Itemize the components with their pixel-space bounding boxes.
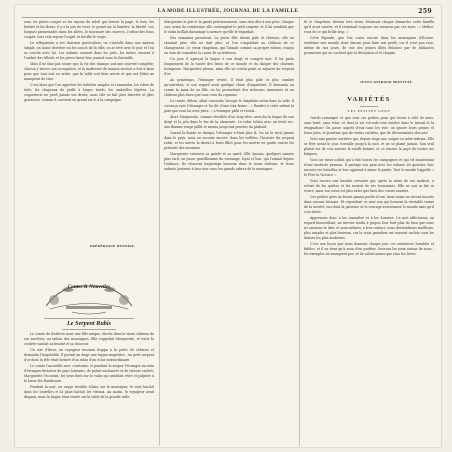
paragraph: Cette légende, que l'on conte encore dans les montagnes d'Écosse, renferme une morale dont chacun peut faire son profit; car il n'est pas rare, même de nos jours, de voir des jeunes filles éblouies par de brillantes promesses qui ne cachent que la déception et le chagrin. (304, 36, 434, 55)
column-divider-1 (159, 18, 160, 446)
paragraph: Et le chapelain, devenu très vieux, bénissait chaque dimanche cette famille qu'il avait sauvée, et il terminait toujours ses sermons par ces mots : « Méfiez-vous de ce qui brille trop. » (304, 20, 434, 34)
ornament-illustration (42, 276, 136, 316)
paragraph: Marguerite retrouva sa gaieté et sa santé. Elle épousa, quelques années plus tard, un jeune gentilhomme du voisinage, loyal et bon, qui l'aimait depuis l'enfance. Ils vécurent longtemps heureux dans le vieux château, et leurs enfants jouèrent à leur tour sous les grands arbres de la montagne. (164, 152, 294, 171)
paragraph: Voici un vieux soldat qui a fait toutes les campagnes et qui vit maintenant d'une modeste pension. Il partage son pain avec les enfants du quartier, leur raconte ses batailles et leur apprend à aimer la patrie. Tout le monde l'appelle « le Père la Victoire ». (304, 158, 434, 177)
column-divider-2 (299, 18, 300, 446)
signature: JULES-GUIRAUD MONTVAL. (360, 80, 414, 84)
paragraph: Ces petites gens ne feront jamais parler d'eux; leurs noms ne seront inscrits dans aucune histoire. Et cependant ce sont eux qui forment la véritable trame de la société, eux dont la patience et le courage soutiennent le monde sans qu'il s'en doute. (304, 195, 434, 214)
paragraph: Voici une pauvre ouvrière qui, depuis vingt ans, soigne sa mère infirme. Elle se lève avant le jour, travaille jusqu'à la nuit, et ne se plaint jamais. Son seul plaisir est de voir sourire la vieille femme, et ce sourire la paye de toutes ses fatigues. (304, 137, 434, 156)
story-text (24, 332, 154, 401)
journal-title: LA MODE ILLUSTRÉE, JOURNAL DE LA FAMILLE (157, 8, 299, 14)
newspaper-page (14, 4, 442, 448)
paragraph: Apprenons donc à les connaître et à les honorer. Un mot affectueux, un regard bienveillant, un service rendu à propos leur font plus de bien que nous ne saurions le dire; et nous-mêmes, à leur contact, nous deviendrions meilleurs, plus simples et plus heureux, car la vraie grandeur est souvent cachée sous les dehors les plus modestes. (304, 216, 434, 240)
paragraph: La villégiature a ses charmes particuliers; on s'installe dans une maison simple, on laisse derrière soi les soucis de la ville, on se lève avec le jour et l'on se couche avec lui. Les enfants courent dans les prés, les mères cousent à l'ombre des tilleuls et les pères lisent leur journal sous la charmille. (24, 41, 154, 60)
story-ending (304, 20, 434, 57)
paragraph: Le comte de Ruthven avait une fille unique, élevée dans le vieux château de ses ancêtres, au milieu des montagnes. Elle s'appelait Marguerite, et toute la contrée vantait sa beauté et sa douceur. (24, 332, 154, 346)
intro-text (24, 20, 154, 104)
title-rule (62, 329, 116, 330)
vignette-lettering: Contes & Nouvelles (67, 284, 111, 290)
paragraph: Pendant la nuit, un orage terrible éclata sur la montagne; le vent hurlait dans les tourelles et la pluie battait les vitraux. Au matin, le voyageur avait disparu, mais la bague était restée sur la table de la grande salle. (24, 385, 154, 399)
section-subtitle: LES PETITES GENS (347, 109, 391, 113)
paragraph: sous les pluies rouges et les rayons du soleil qui dorent la page, le bois, les herbes et les fleurs, il y a la joie de vivre, le grand air, la lumière, la liberté. Les longues promenades dans les allées, le murmure des sources, l'odeur des foins coupés, tout cela repose l'esprit et fortifie le corps. (24, 20, 154, 39)
header-rule (22, 17, 434, 18)
story-continued (164, 20, 294, 173)
paragraph: Quand la fumée se dissipa, l'étranger n'était plus là. On ne le revit jamais dans le pays; mais on raconte encore, dans les veillées, l'histoire du serpent rubis, et les mères la disent à leurs filles pour les mettre en garde contre les présents des inconnus. (164, 131, 294, 150)
paragraph: Au printemps, l'étranger revint. Il était plus pâle et plus sombre qu'autrefois, et son regard avait quelque chose d'inquiétant. Il demanda au comte la main de sa fille, en lui promettant des richesses immenses et un château plus beau que tous ceux du royaume. (164, 78, 294, 97)
paragraph: Le comte l'accueillit avec courtoisie, et pendant le souper l'étranger raconta d'étranges histoires de pays lointains, de palais enchantés et de trésors cachés. Marguerite l'écoutait, les yeux fixés sur le rubis qui semblait vivre et palpiter à la lueur des flambeaux. (24, 364, 154, 383)
paragraph: Le comte, ébloui, allait consentir, lorsque le chapelain entra dans la salle. Il s'avança vers l'étranger et lui dit d'une voix ferme : « Rendez à cette enfant la paix que vous lui avez prise. » L'étranger pâlit et recula. (164, 99, 294, 113)
title-rule (44, 318, 134, 319)
page-header (14, 4, 442, 18)
article-title: Le Serpent Rubis (66, 320, 111, 327)
signature: FRÉDÉRIQUE DENOISE. (90, 244, 136, 248)
paragraph: Alors Marguerite, comme réveillée d'un long rêve, arracha la bague de son doigt et la jeta dans le feu de la cheminée. Le rubis éclata avec un bruit sec, une flamme rouge jaillit et monta jusqu'aux poutres du plafond. (164, 115, 294, 129)
section-title: VARIÉTÉS (347, 96, 391, 103)
decorative-vignette (42, 276, 136, 316)
paragraph: Voici encore une humble servante qui, après la ruine de ses maîtres, a refusé de les quitter et les nourrit de ses économies. Elle ne sait ni lire ni écrire, mais son cœur est plus riche que bien des cœurs savants. (304, 179, 434, 193)
paragraph: Ont-ils remarqué ce que sont ces petites gens qui vivent à côté de nous, sans bruit, sans éclat, et dont la vie s'écoule tout entière dans le travail et la résignation? On passe auprès d'eux sans les voir; on ignore leurs peines et leurs joies, et pourtant que de vertus cachées, que de dévouements obscurs! (304, 116, 434, 135)
section-rule (360, 106, 378, 107)
paragraph: C'est alors que l'on apprécie les toilettes simples et commodes, les robes de toile, les chapeaux de paille à larges bords, les ombrelles légères. La coquetterie ne perd jamais ses droits, mais elle se fait plus discrète et plus gracieuse, comme il convient au grand air et à la campagne. (24, 83, 154, 102)
paragraph: Mais il ne faut pas croire que la vie des champs soit une oisiveté complète; chacun y trouve son occupation, et la maîtresse de maison surtout a fort à faire pour que tout soit en ordre, que la table soit bien servie et que ses hôtes ne manquent de rien. (24, 62, 154, 81)
paragraph: Des semaines passèrent. La jeune fille devint pâle et rêveuse; elle ne chantait plus, elle ne riait plus, et l'on s'inquiétait au château de ce changement. Le vieux chapelain, qui l'aimait comme sa propre enfant, essaya en vain de connaître la cause de sa tristesse. (164, 36, 294, 55)
page-number: 259 (418, 8, 432, 15)
paragraph: Un soir d'hiver, un voyageur inconnu frappa à la porte du château et demanda l'hospitalité. Il portait au doigt une bague singulière : un petit serpent d'or dont la tête était formée d'un rubis d'un éclat extraordinaire. (24, 348, 154, 362)
paragraph: C'est une leçon que nous donnent chaque jour ces existences humbles et fidèles, et il ne tient qu'à nous d'en profiter. Ouvrons les yeux autour de nous : les exemples ne manquent pas, et ils valent mieux que tous les livres. (304, 242, 434, 256)
paragraph: Marguerite la prit et la garda précieusement, sans rien dire à son père. Chaque soir, avant de s'endormir, elle contemplait le petit serpent, et il lui semblait que le rubis brillait davantage à mesure qu'elle le regardait. (164, 20, 294, 34)
paragraph: Un jour, il aperçut la bague à son doigt et comprit tout. Il lui parla longuement de la vanité des biens de ce monde et du danger des charmes trompeurs. Marguerite pleura, mais elle ne voulut point se séparer du serpent d'or. (164, 57, 294, 76)
variety-text (304, 116, 434, 258)
